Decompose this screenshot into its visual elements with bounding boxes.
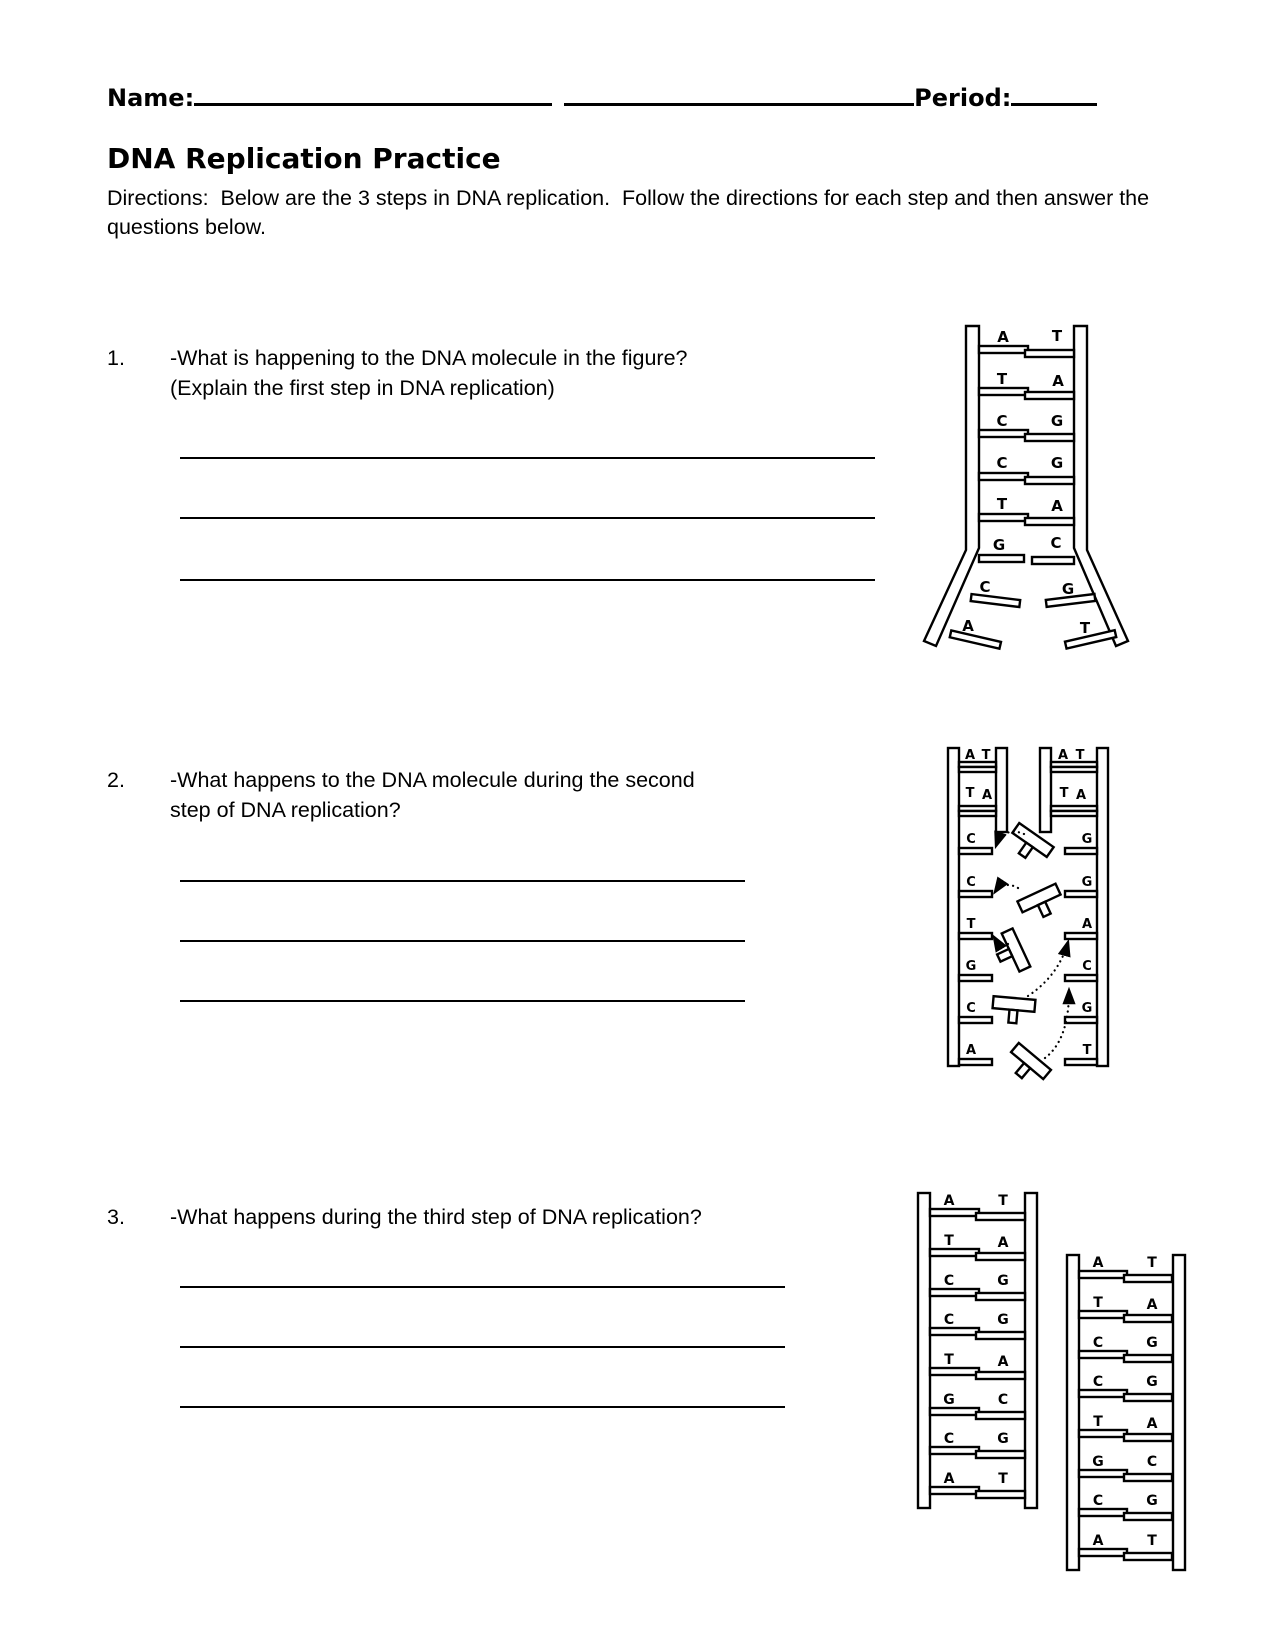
question-2	[107, 765, 695, 825]
svg-text:C: C	[943, 1273, 955, 1289]
question-text-line: -What happens during the third step of DNA replication?	[170, 1205, 702, 1229]
question-3	[107, 1202, 702, 1232]
svg-text:T: T	[996, 370, 1008, 388]
svg-text:C: C	[1082, 959, 1092, 974]
svg-text:A: A	[1146, 1416, 1158, 1432]
name-blank	[194, 99, 552, 106]
figure-two-dna-molecules	[850, 1120, 1195, 1590]
question-number: 3.	[107, 1205, 125, 1229]
dna-strand	[996, 748, 1007, 832]
answer-line	[180, 1406, 785, 1408]
svg-text:C: C	[996, 454, 1008, 472]
figure-base-pairing	[900, 740, 1140, 1075]
free-nucleotides	[990, 823, 1066, 1089]
dna-strand	[1067, 1255, 1079, 1570]
question-number: 1.	[107, 346, 125, 370]
svg-text:G: G	[1061, 580, 1075, 598]
question-text	[170, 1202, 702, 1232]
question-number: 2.	[107, 768, 125, 792]
svg-text:C: C	[1092, 1335, 1104, 1351]
svg-text:G: G	[992, 536, 1006, 554]
name-blank-2	[564, 99, 914, 106]
svg-text:A: A	[943, 1471, 955, 1487]
svg-text:T: T	[1093, 1414, 1103, 1430]
page-title: DNA Replication Practice	[107, 142, 501, 175]
svg-text:G: G	[965, 959, 977, 974]
svg-text:T: T	[1079, 619, 1091, 637]
period-label: Period:	[914, 84, 1012, 112]
svg-text:A: A	[997, 1354, 1009, 1370]
period-blank	[1011, 99, 1097, 106]
svg-text:C: C	[1050, 534, 1062, 552]
answer-line	[180, 1286, 785, 1288]
svg-text:A: A	[1146, 1297, 1158, 1313]
answer-line	[180, 579, 875, 581]
answer-line	[180, 940, 745, 942]
svg-text:T: T	[1147, 1255, 1157, 1271]
dna-strand	[1173, 1255, 1185, 1570]
svg-text:A: A	[965, 1043, 977, 1058]
dna-strand	[1025, 1193, 1037, 1508]
svg-text:C: C	[1146, 1454, 1158, 1470]
figure-dna-unzipping	[850, 300, 1150, 660]
pairing-arrow	[1028, 942, 1068, 996]
svg-text:C: C	[966, 1001, 976, 1016]
svg-text:A: A	[964, 748, 976, 763]
dna-strand	[948, 748, 959, 1066]
svg-text:T: T	[1093, 1295, 1103, 1311]
free-nucleotide	[990, 928, 1030, 977]
svg-text:A: A	[1051, 497, 1063, 515]
dna-strand	[918, 1193, 930, 1508]
svg-text:A: A	[1057, 748, 1069, 763]
pairing-arrow	[995, 885, 1018, 892]
svg-text:G: G	[1092, 1454, 1104, 1470]
pairing-arrows	[994, 832, 1069, 1058]
svg-text:A: A	[1092, 1533, 1104, 1549]
svg-text:T: T	[1147, 1533, 1157, 1549]
svg-text:A: A	[1052, 372, 1064, 390]
dna-rungs	[930, 1209, 1172, 1560]
question-text-line: -What happens to the DNA molecule during the second	[170, 768, 695, 792]
svg-text:T: T	[944, 1352, 954, 1368]
answer-line	[180, 880, 745, 882]
free-nucleotide	[991, 996, 1035, 1025]
svg-text:A: A	[997, 328, 1009, 346]
svg-text:T: T	[996, 495, 1008, 513]
svg-text:C: C	[943, 1431, 955, 1447]
svg-text:G: G	[997, 1312, 1009, 1328]
svg-text:G: G	[1050, 454, 1064, 472]
svg-text:A: A	[981, 788, 993, 803]
free-nucleotide	[1017, 884, 1066, 924]
svg-text:A: A	[997, 1235, 1009, 1251]
answer-line	[180, 517, 875, 519]
svg-text:T: T	[1059, 786, 1069, 801]
svg-text:C: C	[1092, 1374, 1104, 1390]
svg-text:G: G	[1146, 1493, 1158, 1509]
name-label: Name:	[107, 84, 195, 112]
svg-text:G: G	[997, 1273, 1009, 1289]
svg-text:T: T	[1051, 327, 1063, 345]
svg-text:T: T	[981, 748, 991, 763]
svg-text:C: C	[966, 875, 976, 890]
question-text-line: -What is happening to the DNA molecule in the figure?	[170, 346, 688, 370]
svg-text:T: T	[965, 786, 975, 801]
svg-text:G: G	[1146, 1374, 1158, 1390]
dna-rungs	[959, 762, 1097, 1065]
question-text-line: step of DNA replication?	[170, 798, 401, 822]
svg-text:T: T	[944, 1233, 954, 1249]
svg-text:A: A	[962, 617, 974, 635]
svg-text:C: C	[943, 1312, 955, 1328]
svg-text:G: G	[1081, 1001, 1093, 1016]
svg-text:C: C	[1092, 1493, 1104, 1509]
answer-line	[180, 457, 875, 459]
svg-text:A: A	[1075, 788, 1087, 803]
question-text-line: (Explain the first step in DNA replication)	[170, 376, 555, 400]
svg-text:G: G	[943, 1392, 955, 1408]
svg-text:G: G	[997, 1431, 1009, 1447]
svg-text:G: G	[1146, 1335, 1158, 1351]
question-1	[107, 343, 688, 403]
free-nucleotide	[1003, 1043, 1051, 1089]
svg-text:T: T	[998, 1193, 1008, 1209]
answer-line	[180, 1000, 745, 1002]
svg-text:C: C	[997, 1392, 1009, 1408]
svg-text:C: C	[996, 412, 1008, 430]
dna-strand	[1097, 748, 1108, 1066]
svg-text:A: A	[1081, 917, 1093, 932]
svg-text:G: G	[1081, 875, 1093, 890]
svg-text:C: C	[979, 578, 991, 596]
svg-text:T: T	[1075, 748, 1085, 763]
answer-line	[180, 1346, 785, 1348]
svg-text:A: A	[1092, 1255, 1104, 1271]
dna-strand	[1040, 748, 1051, 832]
svg-text:A: A	[943, 1193, 955, 1209]
svg-text:T: T	[998, 1471, 1008, 1487]
directions-text: Directions: Below are the 3 steps in DNA replication. Follow the directions for each step and then answer the questions below.	[107, 186, 1156, 239]
svg-text:T: T	[966, 917, 976, 932]
svg-text:C: C	[966, 832, 976, 847]
svg-text:T: T	[1082, 1043, 1092, 1058]
question-text	[170, 765, 695, 825]
question-text	[170, 343, 688, 403]
svg-text:G: G	[1050, 412, 1064, 430]
header	[107, 84, 1097, 112]
svg-text:G: G	[1081, 832, 1093, 847]
